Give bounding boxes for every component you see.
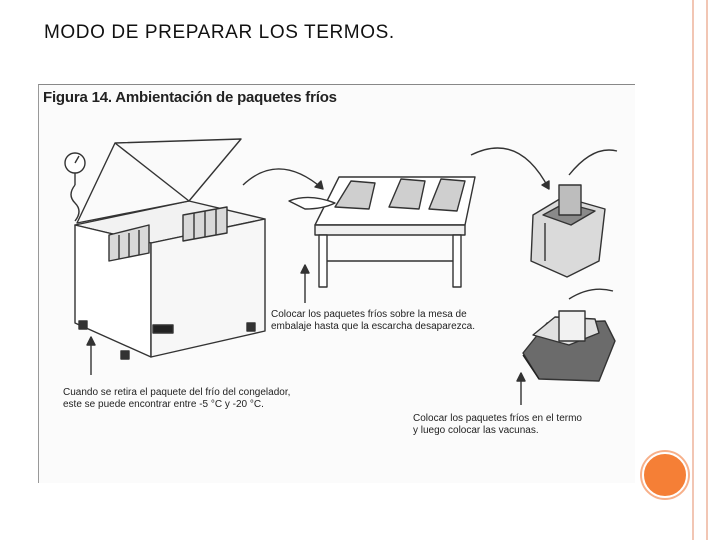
table-illustration — [289, 177, 475, 287]
freezer-illustration — [75, 139, 265, 359]
thermos-open-illustration — [531, 150, 617, 277]
slide-title: MODO DE PREPARAR LOS TERMOS. — [44, 22, 395, 43]
thermos-loaded-illustration — [523, 289, 615, 381]
caption-freezer: Cuando se retira el paquete del frío del congelador, este se puede encontrar entre -5 °C y -20 °C. — [63, 387, 291, 410]
arrow-freezer-to-table — [243, 169, 323, 189]
decorative-orange-circle — [642, 452, 688, 498]
caption-table: Colocar los paquetes fríos sobre la mesa de embalaje hasta que la escarcha desaparezca. — [271, 309, 476, 332]
frame-line-left — [692, 0, 694, 540]
figure-image — [38, 84, 635, 483]
figure-title: Figura 14. Ambientación de paquetes fríos — [43, 89, 337, 106]
caption-thermos: Colocar los paquetes fríos en el termo y luego colocar las vacunas. — [413, 413, 582, 436]
frame-line-right — [706, 0, 708, 540]
arrow-table-to-thermos — [471, 148, 549, 189]
thermometer-icon — [65, 153, 85, 221]
